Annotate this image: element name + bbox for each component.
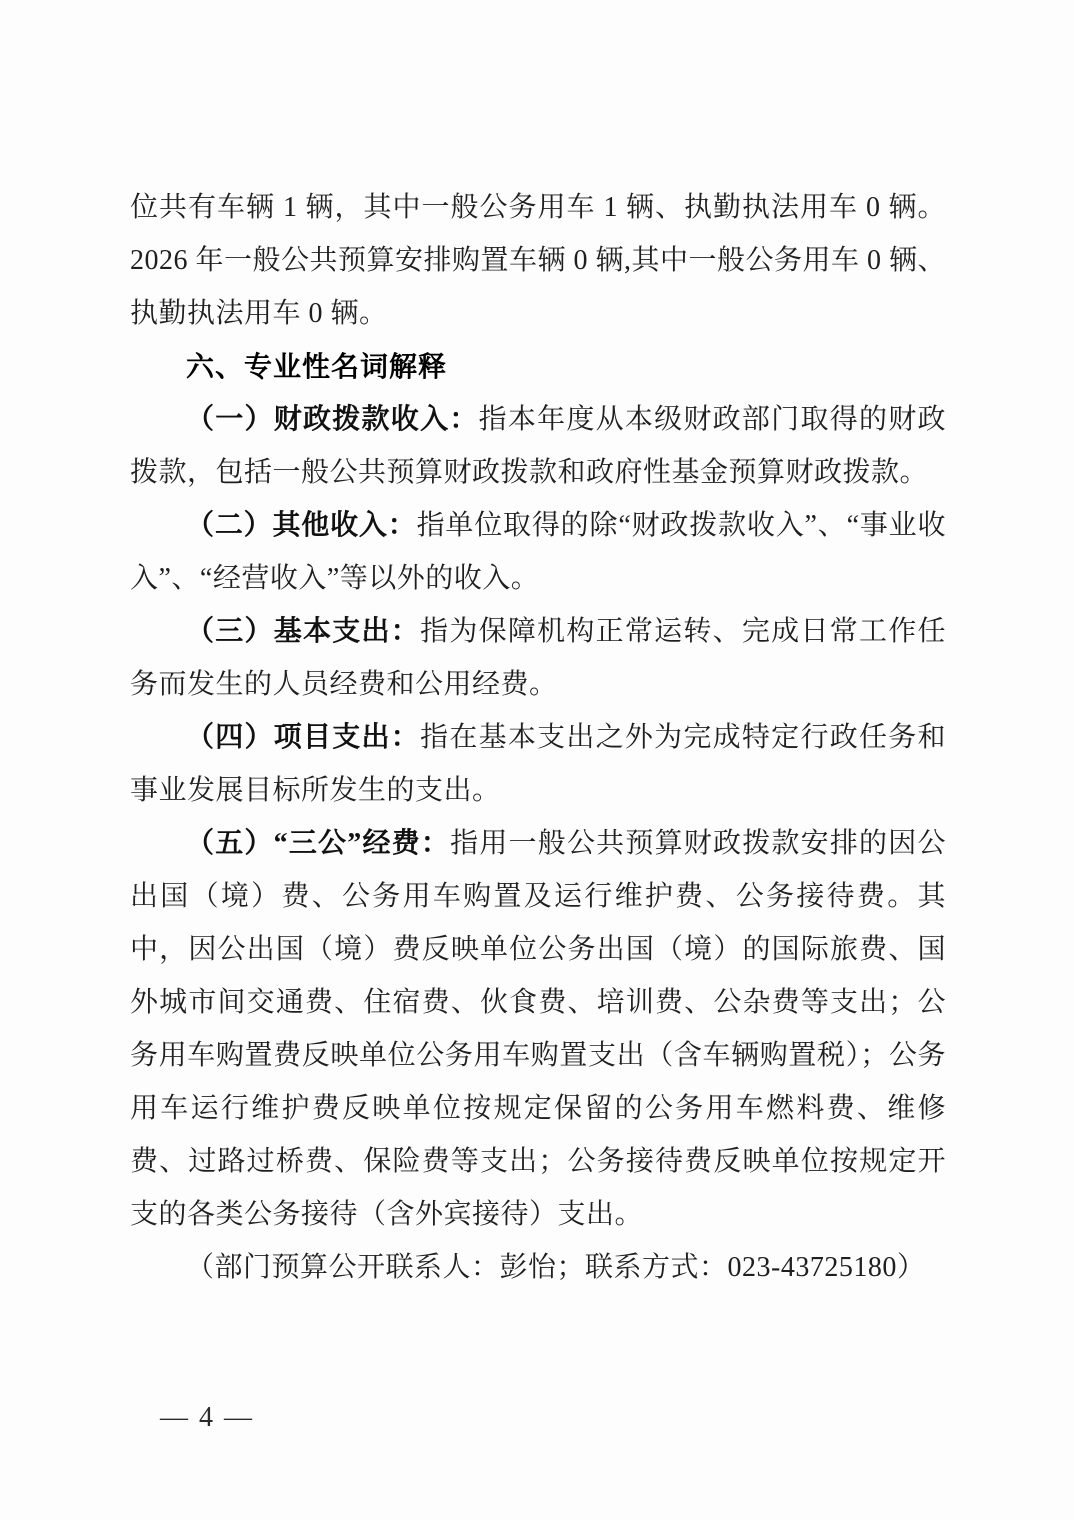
definition-paragraph-2	[130, 499, 946, 605]
page-number: — 4 —	[160, 1402, 254, 1433]
definition-text-3: 指为保障机构正常运转、完成日常工作任务而发生的人员经费和公用经费。	[130, 616, 946, 700]
contact-line: （部门预算公开联系人：彭怡；联系方式：023-43725180）	[186, 1252, 926, 1283]
document-body	[130, 181, 946, 1294]
definition-term-1: （一）财政拨款收入：	[186, 404, 479, 435]
definition-term-5: （五）“三公”经费：	[186, 828, 451, 859]
definition-paragraph-5	[130, 817, 946, 1241]
section-heading: 六、专业性名词解释	[186, 350, 448, 383]
definition-term-3: （三）基本支出：	[186, 616, 421, 647]
definition-text-5: 指用一般公共预算财政拨款安排的因公出国（境）费、公务用车购置及运行维护费、公务接待费。其中，因公出国（境）费反映单位公务出国（境）的国际旅费、国外城市间交通费、住宿费、伙食费、培训费、公杂费等支出；公务用车购置费反映单位公务用车购置支出（含车辆购置税）；公务用车运行维护费反映单位按规定保留的公务用车燃料费、维修费、过路过桥费、保险费等支出；公务接待费反映单位按规定开支的各类公务接待（含外宾接待）支出。	[130, 828, 946, 1230]
definition-paragraph-4	[130, 711, 946, 817]
definition-term-2: （二）其他收入：	[186, 510, 417, 541]
definition-paragraph-1	[130, 393, 946, 499]
definition-text-1: 指本年度从本级财政部门取得的财政拨款，包括一般公共预算财政拨款和政府性基金预算财政拨款。	[130, 404, 946, 488]
definition-text-4: 指在基本支出之外为完成特定行政任务和事业发展目标所发生的支出。	[130, 722, 946, 806]
definition-paragraph-3	[130, 605, 946, 711]
definition-term-4: （四）项目支出：	[186, 722, 421, 753]
continuation-paragraph: 位共有车辆 1 辆，其中一般公务用车 1 辆、执勤执法用车 0 辆。2026 年一般公共预算安排购置车辆 0 辆,其中一般公务用车 0 辆、执勤执法用车 0 辆。	[130, 192, 947, 329]
definition-text-2: 指单位取得的除“财政拨款收入”、“事业收入”、“经营收入”等以外的收入。	[130, 510, 946, 594]
